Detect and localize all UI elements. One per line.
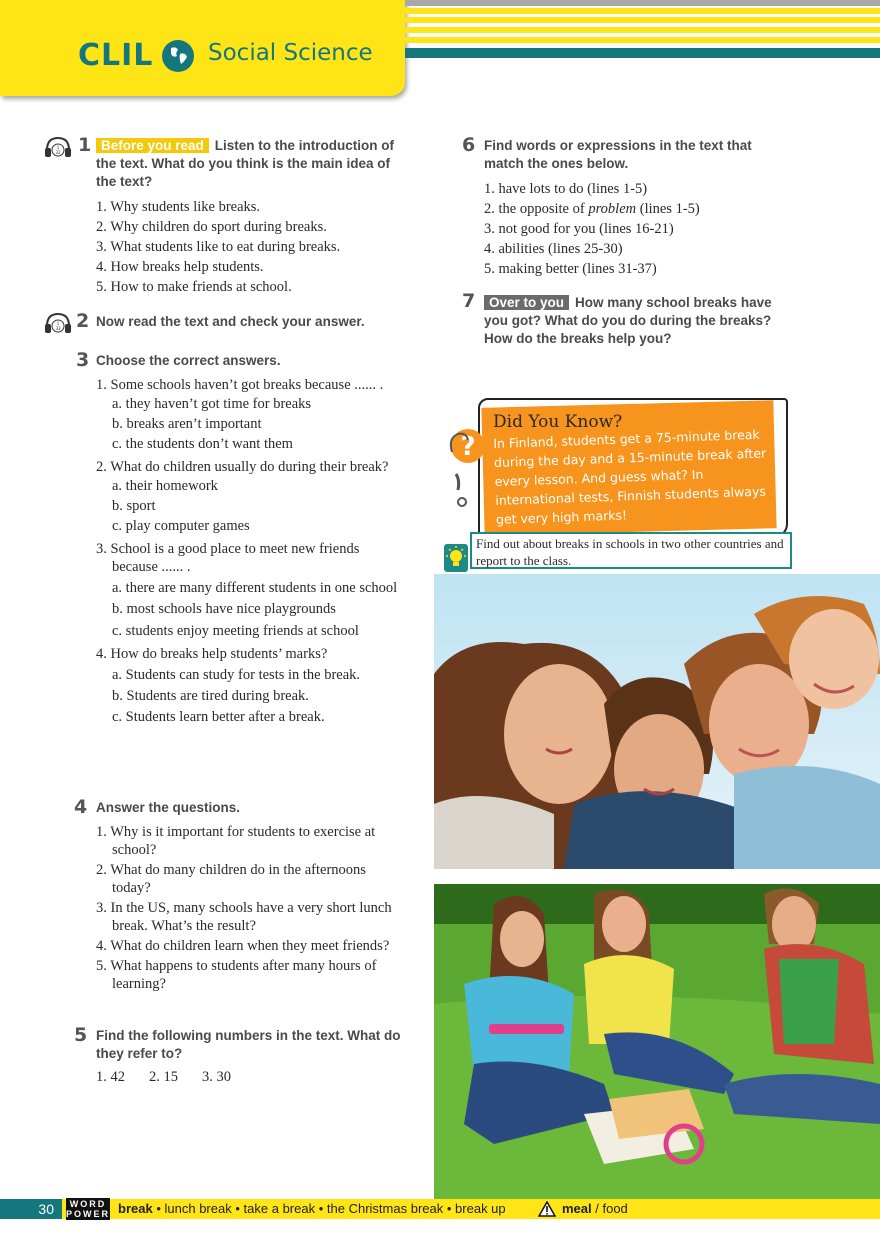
exercise-5-number: 5 <box>74 1024 88 1046</box>
lightbulb-icon <box>444 544 468 572</box>
exercise-1 <box>96 137 406 297</box>
number-item: 2. 15 <box>149 1069 178 1085</box>
exercise-1-heading <box>96 137 406 191</box>
exercise-5 <box>96 1027 406 1086</box>
answer-option[interactable]: c. play computer games <box>112 518 250 534</box>
exercise-2-instruction: Now read the text and check your answer. <box>96 314 365 329</box>
answer-option[interactable]: b. sport <box>112 498 156 514</box>
list-item: 2. What do many children do in the afternoons today? <box>96 862 366 896</box>
list-item: 2. the opposite of problem (lines 1-5) <box>484 201 700 217</box>
false-friend-note: meal / food <box>562 1201 628 1216</box>
list-item: 1. Why is it important for students to exercise at school? <box>96 824 376 858</box>
number-item: 1. 42 <box>96 1069 125 1085</box>
exercise-1-options <box>96 197 406 297</box>
word-power-list: break • lunch break • take a break • the Christmas break • break up <box>118 1201 506 1216</box>
list-item: 3. What students like to eat during breaks. <box>96 239 341 255</box>
exercise-5-numbers <box>96 1069 406 1086</box>
list-item: 5. How to make friends at school. <box>96 279 292 295</box>
question-options <box>112 394 406 454</box>
answer-option[interactable]: a. they haven’t got time for breaks <box>112 396 312 412</box>
list-item: 5. making better (lines 31-37) <box>484 261 657 277</box>
question-stem: 2. What do children usually do during their break? <box>96 459 389 475</box>
header-stripes <box>405 0 880 60</box>
list-item: 4. What do children learn when they meet friends? <box>96 938 390 954</box>
list-item: 2. Why children do sport during breaks. <box>96 219 327 235</box>
answer-option[interactable]: a. there are many different students in one school <box>112 580 398 596</box>
exercise-7-instruction: How many school breaks have you got? What do you do during the breaks? How do the breaks help you? <box>484 295 772 346</box>
clil-logo: CLIL <box>78 38 154 73</box>
question-options <box>112 476 406 536</box>
answer-option[interactable]: c. Students learn better after a break. <box>112 709 325 725</box>
answer-option[interactable]: b. Students are tired during break. <box>112 688 309 704</box>
photo-students-group <box>434 574 880 869</box>
svg-text:1: 1 <box>56 145 60 150</box>
warning-icon <box>538 1201 556 1217</box>
question-stem: 3. School is a good place to meet new friends because ...... . <box>96 541 360 575</box>
exercise-1-number: 1 <box>78 134 92 156</box>
did-you-know-text: In Finland, students get a 75-minute break during the day and a 15-minute break after every lesson. And guess what? In international tests, Finnish students always get very high marks! <box>493 426 767 527</box>
exercise-4-number: 4 <box>74 796 88 818</box>
list-item: 1. Why students like breaks. <box>96 199 261 215</box>
question-stem: 1. Some schools haven’t got breaks because ...... . <box>96 377 384 393</box>
answer-option[interactable]: c. students enjoy meeting friends at school <box>112 623 359 639</box>
exercise-1-instruction: Listen to the introduction of the text. What do you think is the main idea of the text? <box>96 138 395 189</box>
before-you-read-tag: Before you read <box>96 138 209 153</box>
photo-students-on-grass <box>434 884 880 1199</box>
globe-icon <box>162 40 194 72</box>
list-item: 5. What happens to students after many hours of learning? <box>96 958 377 992</box>
exercise-4-instruction: Answer the questions. <box>96 800 241 815</box>
svg-text:?: ? <box>460 432 476 462</box>
audio-track-1-33-icon[interactable] <box>44 312 72 334</box>
exercise-7-number: 7 <box>462 290 476 312</box>
number-item: 3. 30 <box>202 1069 231 1085</box>
exercise-7 <box>484 294 784 348</box>
list-item: 3. In the US, many schools have a very short lunch break. What’s the result? <box>96 900 392 934</box>
answer-option[interactable]: c. the students don’t want them <box>112 436 293 452</box>
exercise-4 <box>96 799 406 993</box>
exercise-3-instruction: Choose the correct answers. <box>96 353 281 368</box>
svg-text:1: 1 <box>56 321 60 326</box>
exercise-6-items <box>484 179 784 279</box>
answer-option[interactable]: a. their homework <box>112 478 218 494</box>
exercise-3-questions <box>96 376 406 727</box>
question-stem: 4. How do breaks help students’ marks? <box>96 646 328 662</box>
exercise-4-questions <box>96 823 406 993</box>
did-you-know-title: Did You Know? <box>493 412 623 432</box>
exercise-3-number: 3 <box>76 349 90 371</box>
exercise-6-instruction: Find words or expressions in the text that match the ones below. <box>484 138 752 171</box>
answer-option[interactable]: b. breaks aren’t important <box>112 416 262 432</box>
research-task-text: Find out about breaks in schools in two other countries and report to the class. <box>476 536 784 568</box>
exercise-3 <box>96 352 406 727</box>
list-item: 1. have lots to do (lines 1-5) <box>484 181 648 197</box>
question-options <box>112 665 406 727</box>
list-item: 4. abilities (lines 25-30) <box>484 241 623 257</box>
list-item: 4. How breaks help students. <box>96 259 264 275</box>
page-number: 30 <box>0 1199 62 1219</box>
answer-option[interactable]: b. most schools have nice playgrounds <box>112 601 336 617</box>
word-power-badge: WORD POWER <box>66 1199 111 1219</box>
svg-text:33: 33 <box>55 326 61 331</box>
over-to-you-tag: Over to you <box>484 295 569 310</box>
exercise-5-instruction: Find the following numbers in the text. What do they refer to? <box>96 1028 401 1061</box>
question-options <box>112 579 406 641</box>
exercise-2-number: 2 <box>76 310 90 332</box>
answer-option[interactable]: a. Students can study for tests in the break. <box>112 667 361 683</box>
exercise-6 <box>484 137 784 279</box>
audio-track-1-32-icon[interactable] <box>44 136 72 158</box>
svg-text:32: 32 <box>55 150 61 155</box>
subject-title: Social Science <box>208 40 373 66</box>
list-item: 3. not good for you (lines 16-21) <box>484 221 674 237</box>
exercise-6-number: 6 <box>462 134 476 156</box>
question-mark-icon <box>446 424 486 510</box>
